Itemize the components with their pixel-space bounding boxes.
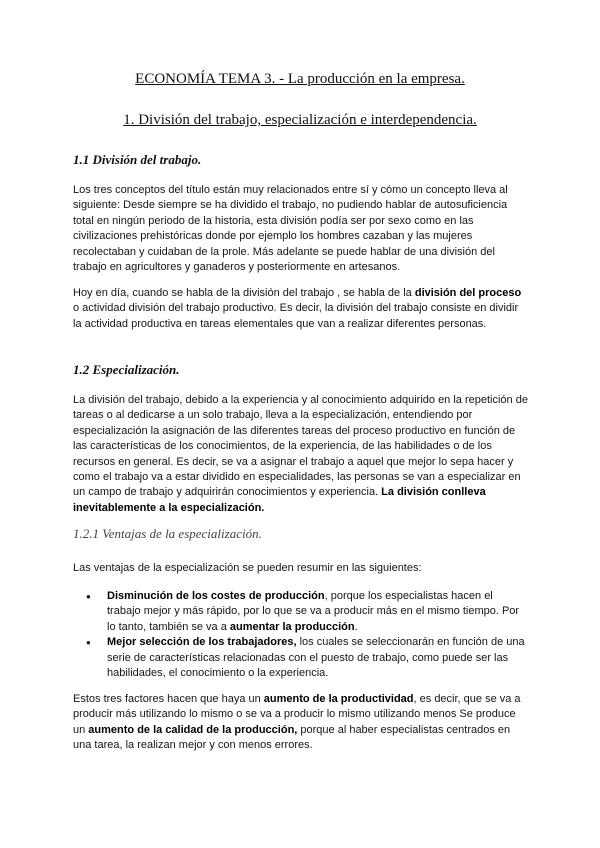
list-item-bold-2: aumentar la producción bbox=[229, 620, 355, 633]
list-item-text: los cuales se seleccionarán en función de una serie de características relacionadas con el puesto de trabajo, como puede ser las habilidades, el conocimiento o la experiencia. bbox=[107, 636, 525, 680]
paragraph-4: Las ventajas de la especialización se pueden resumir en las siguientes: bbox=[73, 562, 422, 574]
paragraph-3-bold: La división conlleva inevitablemente a la especialización. bbox=[73, 486, 486, 514]
document-title: ECONOMÍA TEMA 3. - La producción en la empresa. bbox=[135, 71, 465, 87]
subheading-1-2-1: 1.2.1 Ventajas de la especialización. bbox=[73, 526, 262, 541]
advantages-list bbox=[73, 589, 529, 681]
paragraph-3-text: La división del trabajo, debido a la experiencia y al conocimiento adquirido en la repetición de tareas o al dedicarse a un solo trabajo, lleva a la especialización, entendiendo por especialización la asignación de las diferentes tareas del proceso productivo en función de las características de los conocimientos, de la experiencia, de las habilidades o de los recursos en general. Es decir, se va a asignar el trabajo a aquel que mejor lo sepa hacer y como el trabajo va a estar dividido en especialidades, las personas se van a especializar en un campo de trabajo y adquirirán conocimientos y experiencia. bbox=[73, 394, 528, 499]
paragraph-5-text-c: , es decir, que se va a producir más utilizando lo mismo o se va a producir lo mismo utilizando menos Se produce un bbox=[73, 693, 521, 736]
paragraph-3 bbox=[73, 393, 529, 516]
subheading-1-2: 1.2 Especialización. bbox=[73, 362, 180, 377]
list-item bbox=[73, 635, 529, 681]
paragraph-1: Los tres conceptos del título están muy relacionados entre sí y cómo un concepto lleva al siguiente: Desde siempre se ha dividido el trabajo, no pudiendo hablar de autosuficiencia total en ningún periodo de la historia, esta división podía ser por sexo como en las civilizaciones prehistóricas donde por ejemplo los hombres cazaban y las mujeres recolectaban y cuidaban de la prole. Más adelante se puede hablar de una división del trabajo en agricultores y ganaderos y posteriormente en artesanos. bbox=[73, 184, 508, 274]
list-item bbox=[73, 589, 529, 635]
paragraph-5-bold-d: aumento de la calidad de la producción, bbox=[88, 723, 298, 736]
list-item-text-2: . bbox=[354, 620, 358, 633]
list-item-bold: Mejor selección de los trabajadores, bbox=[107, 636, 297, 649]
list-item-text: , porque los especialistas hacen el trabajo mejor y más rápido, por lo que se va a producir más en el mismo tiempo. Por lo tanto, también se va a bbox=[107, 590, 520, 633]
paragraph-2-bold: división del proceso bbox=[414, 287, 522, 299]
list-item-bold: Disminución de los costes de producción bbox=[107, 590, 325, 602]
paragraph-5-text-e: porque al haber especialistas centrados en una tarea, la realizan mejor y con menos errores. bbox=[73, 723, 511, 752]
paragraph-2 bbox=[73, 286, 529, 332]
section-heading-1: 1. División del trabajo, especialización e interdependencia. bbox=[123, 112, 477, 128]
paragraph-2-text-c: o actividad división del trabajo productivo. Es decir, la división del trabajo consiste en dividir la actividad productiva en tareas elementales que van a realizar diferentes personas. bbox=[73, 302, 519, 330]
paragraph-2-text-a: Hoy en día, cuando se habla de la división del trabajo , se habla de la bbox=[73, 287, 415, 299]
subheading-1-1: 1.1 División del trabajo. bbox=[73, 152, 202, 167]
paragraph-5 bbox=[73, 692, 529, 754]
paragraph-5-bold-b: aumento de la productividad bbox=[263, 693, 414, 705]
paragraph-5-text-a: Estos tres factores hacen que haya un bbox=[73, 693, 264, 705]
